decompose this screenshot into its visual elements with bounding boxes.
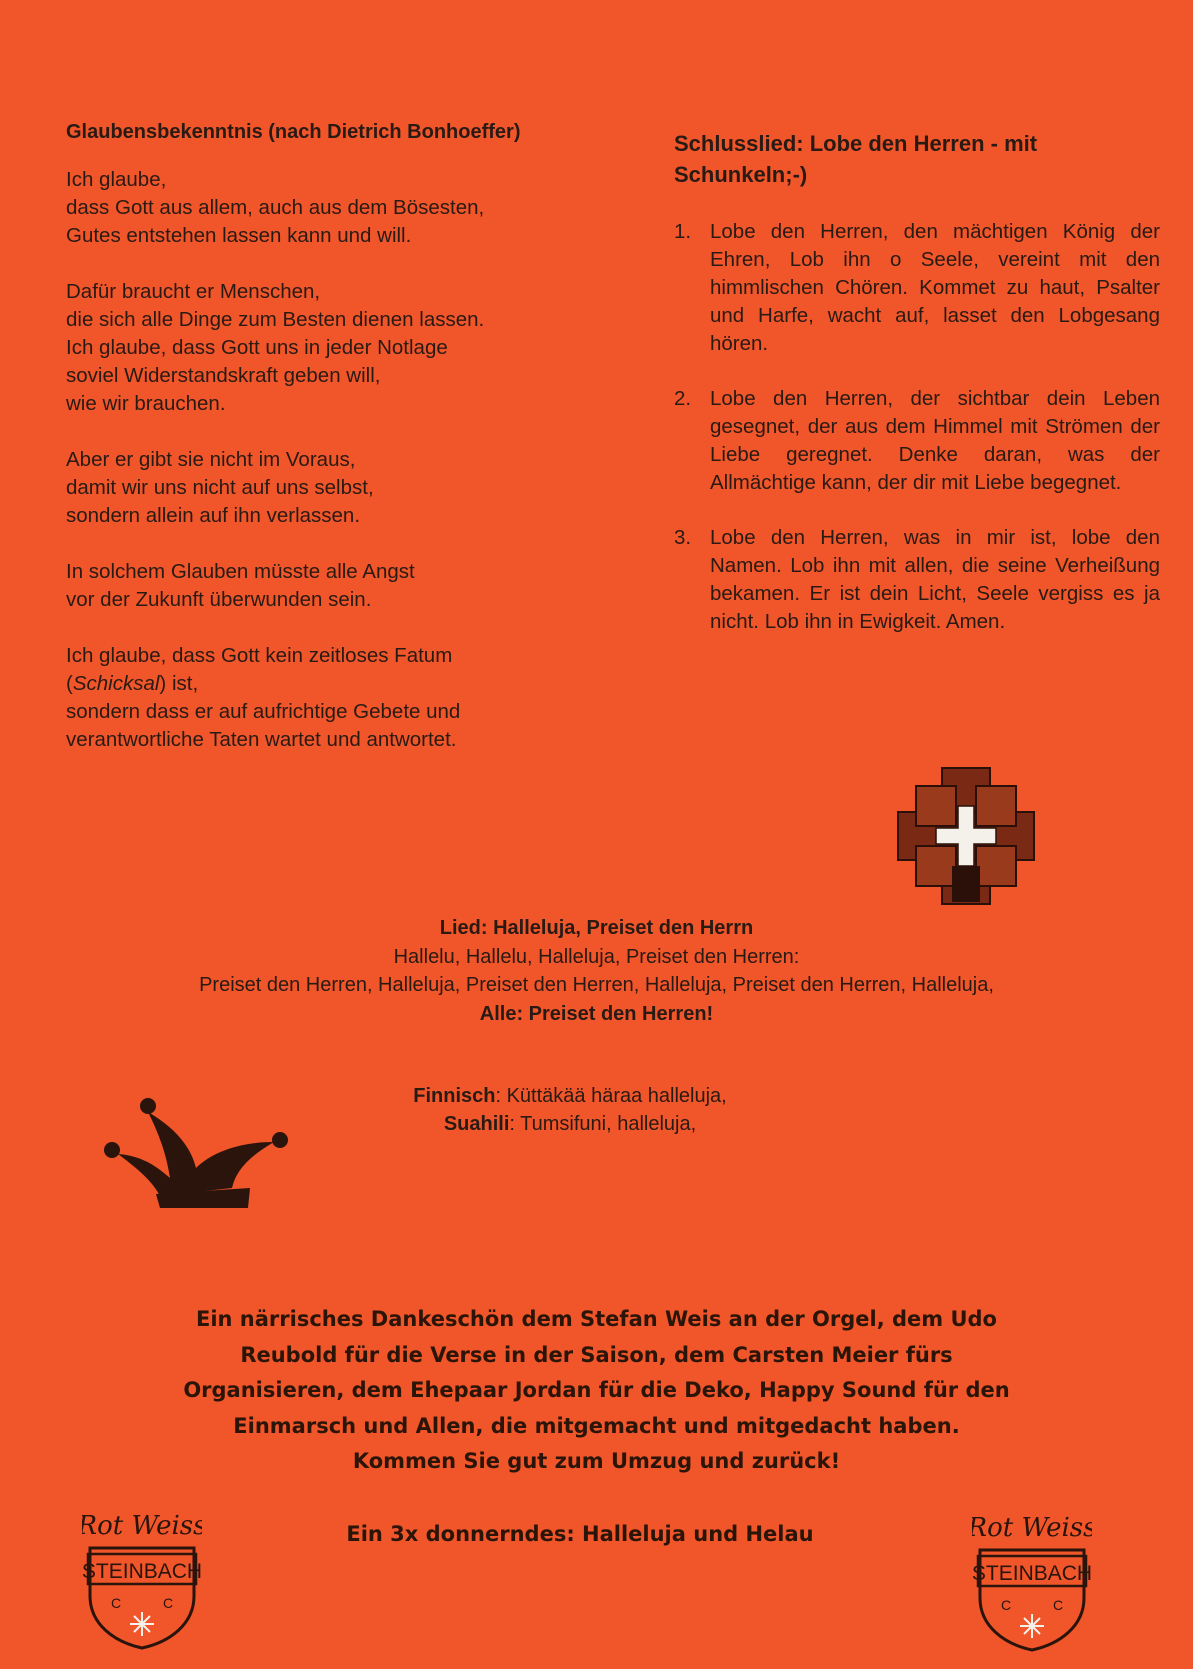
logo-name-text: STEINBACH [82,1560,202,1583]
logo-letter: C [1000,1597,1012,1613]
verse-text: Lobe den Herren, den mächtigen König der Ehren, Lob ihn o Seele, vereint mit den himmlischen Chören. Kommet zu haut, Psalter und Harfe, wacht auf, lasset den Lobgesang hören. [710,220,1160,355]
creed-paragraph-5 [66,642,586,754]
language-label: Finnisch [413,1085,496,1107]
paren-open: ( [66,672,73,695]
creed-line: sondern allein auf ihn verlassen. [66,504,361,527]
song-line: Preiset den Herren, Halleluja, Preiset den Herren, Halleluja, Preiset den Herren, Halleluja, [199,974,994,996]
cross-emblem-icon [896,766,1036,911]
verse-number: 1. [674,220,692,243]
thanks-line: Ein närrisches Dankeschön dem Stefan Weis an der Orgel, dem Udo [195,1307,997,1331]
song-translations [300,1082,840,1138]
creed-line: die sich alle Dinge zum Besten dienen lassen. [66,308,485,331]
verse [674,385,1160,497]
creed-line: Ich glaube, [66,168,167,191]
creed-line: vor der Zukunft überwunden sein. [66,588,372,611]
creed-paragraph-2 [66,278,586,418]
creed-line: Dafür braucht er Menschen, [66,280,321,303]
song-section [60,914,1133,1028]
creed-line: Ich glaube, dass Gott kein zeitloses Fatum [66,644,453,667]
verse-text: Lobe den Herren, was in mir ist, lobe den Namen. Lob ihn mit allen, die seine Verheißung bekamen. Er ist dein Licht, Seele vergiss es ja nicht. Lob ihn in Ewigkeit. Amen. [710,526,1160,633]
creed-line: Ich glaube, dass Gott uns in jeder Notlage [66,336,448,359]
closing-song-section [674,128,1160,663]
steinbach-club-logo [972,1502,1092,1657]
logo-name-text: STEINBACH [972,1562,1092,1585]
creed-line: wie wir brauchen. [66,392,226,415]
paren-rest: ) ist, [159,672,199,695]
creed-line: Aber er gibt sie nicht im Voraus, [66,448,356,471]
creed-line: In solchem Glauben müsste alle Angst [66,560,415,583]
creed-paragraph-4 [66,558,586,614]
logo-letter: C [110,1595,122,1611]
translation-text: : Küttäkää häraa halleluja, [495,1085,727,1107]
verse-number: 2. [674,387,692,410]
jester-hat-icon [100,1096,290,1213]
creed-paragraph-1 [66,166,586,250]
closing-song-title: Schlusslied: Lobe den Herren - mit Schunkeln;-) [674,131,1038,187]
creed-line: damit wir uns nicht auf uns selbst, [66,476,374,499]
thanks-line: Organisieren, dem Ehepaar Jordan für die Deko, Happy Sound für den [183,1378,1010,1402]
creed-line: verantwortliche Taten wartet und antwortet. [66,728,457,751]
creed-line: dass Gott aus allem, auch aus dem Bösesten, [66,196,485,219]
language-label: Suahili [443,1113,510,1135]
song-line: Alle: Preiset den Herren! [479,1002,714,1025]
creed-title: Glaubensbekenntnis (nach Dietrich Bonhoeffer) [66,121,521,143]
song-title: Lied: Halleluja, Preiset den Herrn [439,917,754,939]
thanks-line: Einmarsch und Allen, die mitgemacht und mitgedacht haben. [233,1413,960,1438]
song-line: Hallelu, Hallelu, Halleluja, Preiset den Herren: [393,945,800,968]
translation-text: : Tumsifuni, halleluja, [509,1113,697,1135]
verse [674,218,1160,358]
verse [674,524,1160,636]
thank-you-note [120,1302,1073,1480]
translation-swahili [300,1110,840,1138]
creed-line: Gutes entstehen lassen kann und will. [66,224,412,247]
creed-section [66,118,586,782]
creed-line: sondern dass er auf aufrichtige Gebete und [66,700,461,723]
thanks-line: Reubold für die Verse in der Saison, dem Carsten Meier fürs [240,1342,953,1367]
creed-line: soviel Widerstandskraft geben will, [66,364,381,387]
verse-number: 3. [674,526,692,549]
steinbach-club-logo [82,1500,202,1655]
creed-line [66,670,586,698]
logo-letter: C [162,1595,174,1611]
thanks-line: Kommen Sie gut zum Umzug und zurück! [352,1449,841,1473]
translation-finnish [300,1082,840,1110]
creed-italic-word: Schicksal [72,672,160,695]
verse-text: Lobe den Herren, der sichtbar dein Leben gesegnet, der aus dem Himmel mit Strömen der Liebe geregnet. Denke daran, was der Allmächtige kann, der dir mit Liebe begegnet. [710,387,1160,494]
final-cheer: Ein 3x donnerndes: Halleluja und Helau [346,1522,814,1546]
logo-script-text: Rot Weiss [82,1511,202,1541]
logo-letter: C [1052,1597,1064,1613]
creed-paragraph-3 [66,446,586,530]
logo-script-text: Rot Weiss [972,1513,1092,1543]
